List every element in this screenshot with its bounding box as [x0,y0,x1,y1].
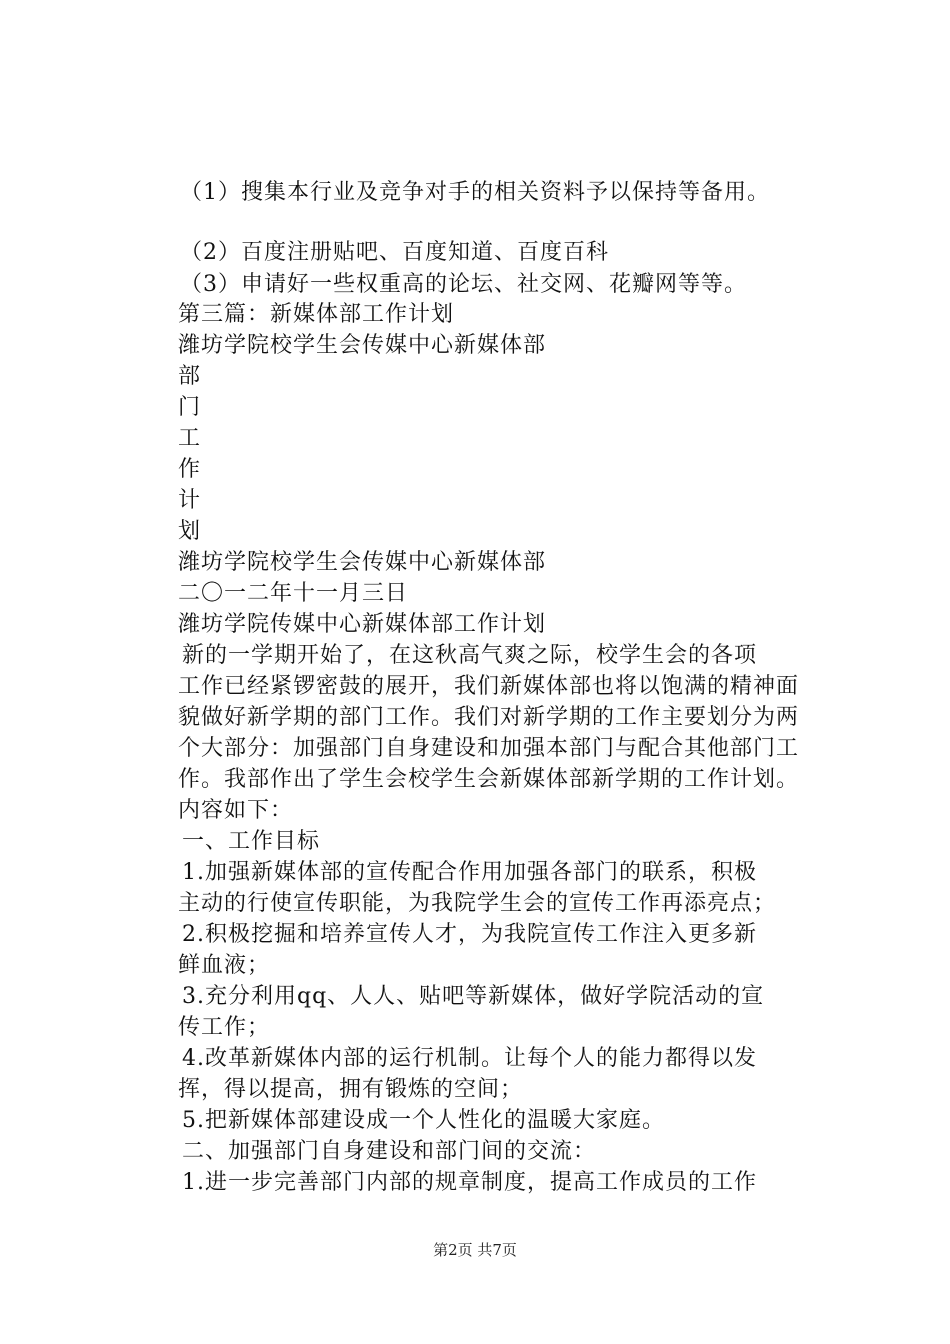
vertical-title-char: 门 [178,395,202,420]
building-item: 1.进一步完善部门内部的规章制度，提高工作成员的工作 [182,1170,757,1195]
vertical-title-char: 部 [178,364,202,389]
goal-item-cont: 挥，得以提高，拥有锻炼的空间； [178,1077,524,1102]
vertical-title-char: 作 [178,457,202,482]
vertical-title-char: 工 [178,426,202,451]
paragraph-line: 貌做好新学期的部门工作。我们对新学期的工作主要划分为两 [178,705,800,730]
paragraph-line: 内容如下： [178,798,294,823]
heading-goals: 一、工作目标 [182,829,321,854]
paragraph-line: 新的一学期开始了，在这秋高气爽之际，校学生会的各项 [182,643,758,668]
goal-item: 1.加强新媒体部的宣传配合作用加强各部门的联系，积极 [182,860,757,885]
paragraph-line: 工作已经紧锣密鼓的展开，我们新媒体部也将以饱满的精神面 [178,674,800,699]
goal-item: 4.改革新媒体内部的运行机制。让每个人的能力都得以发 [182,1046,757,1071]
list-item-2: （2）百度注册贴吧、百度知道、百度百科 [180,240,609,265]
org-name: 潍坊学院校学生会传媒中心新媒体部 [178,333,547,358]
org-name: 潍坊学院校学生会传媒中心新媒体部 [178,550,547,575]
page-number-footer: 第2页 共7页 [433,1241,517,1259]
goal-item: 2.积极挖掘和培养宣传人才，为我院宣传工作注入更多新 [182,922,757,947]
goal-item-cont: 传工作； [178,1015,271,1040]
list-item-1: （1）搜集本行业及竞争对手的相关资料予以保持等备用。 [180,180,770,205]
vertical-title-char: 划 [178,519,202,544]
goal-item: 3.充分利用qq、人人、贴吧等新媒体，做好学院活动的宣 [182,984,765,1009]
heading-building: 二、加强部门自身建设和部门间的交流： [182,1139,597,1164]
paragraph-line: 作。我部作出了学生会校学生会新媒体部新学期的工作计划。 [178,767,800,792]
document-date: 二〇一二年十一月三日 [178,581,409,606]
paragraph-line: 个大部分：加强部门自身建设和加强本部门与配合其他部门工 [178,736,800,761]
goal-item: 5.把新媒体部建设成一个人性化的温暖大家庭。 [182,1108,665,1133]
document-title: 潍坊学院传媒中心新媒体部工作计划 [178,612,547,637]
goal-item-cont: 鲜血液； [178,953,271,978]
list-item-3: （3）申请好一些权重高的论坛、社交网、花瓣网等等。 [180,272,747,297]
vertical-title-char: 计 [178,488,202,513]
goal-item-cont: 主动的行使宣传职能，为我院学生会的宣传工作再添亮点； [178,891,777,916]
section-title: 第三篇：新媒体部工作计划 [178,302,455,327]
